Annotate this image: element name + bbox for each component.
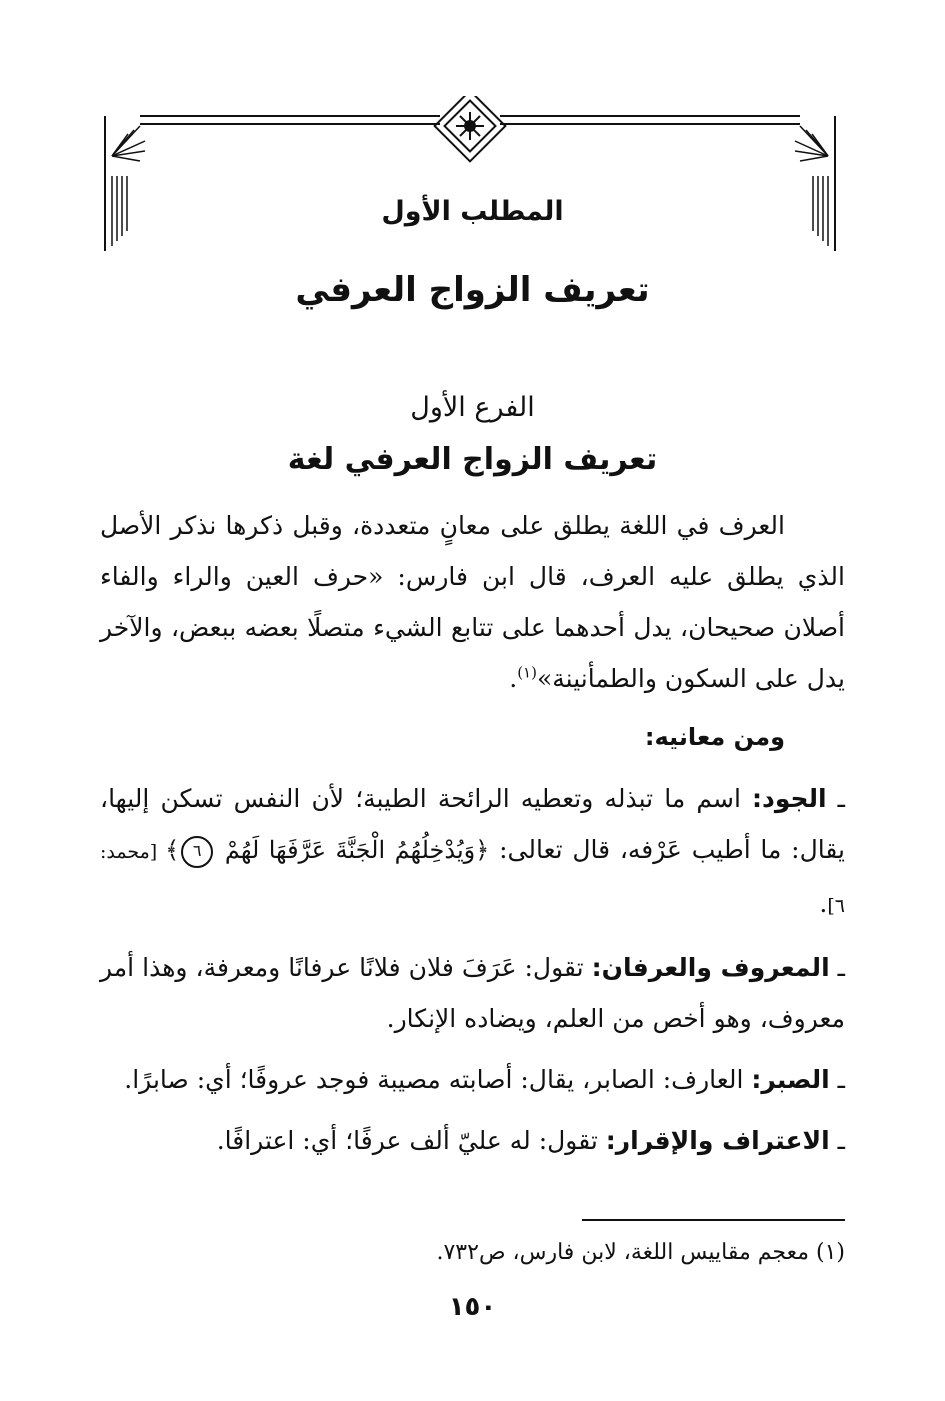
section-label: المطلب الأول [381,196,564,227]
item-term: الصبر: [751,1065,830,1094]
ayah-number-icon: ٦ [181,836,213,868]
meaning-item-acknowledgement [100,1115,845,1166]
quran-verse: ﴿وَيُدْخِلُهُمُ الْجَنَّةَ عَرَّفَهَا لَهُمْ [224,836,490,864]
intro-text: العرف في اللغة يطلق على معانٍ متعددة، وقبل ذكرها نذكر الأصل الذي يطلق عليه العرف، قال ابن فارس: «حرف العين والراء والفاء أصلان صحيحان، يدل أحدهما على تتابع الشيء متصلًا بعضه ببعض، والآخر يدل على السكون والطمأنينة» [100,511,845,693]
meanings-heading: ومن معانيه: [644,723,785,751]
star-ornament-icon [435,96,506,161]
ornament-svg [100,96,840,256]
item-dash: ـ [829,953,845,982]
meaning-item-knowledge [100,942,845,1044]
quran-citation: [محمد: ٦] [100,841,845,917]
page-number: ١٥٠ [448,1292,497,1322]
header-ornament-frame [100,96,840,256]
item-text: اسم ما تبذله وتعطيه الرائحة الطيبة؛ لأن النفس تسكن إليها، يقال: ما أطيب عَرْفه، قال تعالى: [100,784,845,864]
meaning-item-patience [100,1054,845,1105]
subsection-label: الفرع الأول [410,392,535,423]
footnote-ref: (١) [517,663,537,682]
item-term: المعروف والعرفان: [591,953,830,982]
item-text: تقول: له عليّ ألف عرفًا؛ أي: اعترافًا. [216,1126,606,1155]
subsection-title: تعريف الزواج العرفي لغة [287,442,658,477]
item-term: الاعتراف والإقرار: [605,1126,830,1155]
item-text: العارف: الصابر، يقال: أصابته مصيبة فوجد عروفًا؛ أي: صابرًا. [124,1065,752,1094]
item-dash: ـ [829,1126,845,1155]
footnote-divider [582,1219,845,1221]
quran-close: ﴾ [165,836,180,864]
main-title: تعريف الزواج العرفي [295,270,650,310]
item-dash: ـ [826,784,845,813]
item-dash: ـ [829,1065,845,1094]
intro-paragraph [100,500,845,704]
footnote: (١) معجم مقاييس اللغة، لابن فارس، ص٧٣٢. [436,1240,845,1265]
body-text [100,500,845,1166]
item-end: . [819,889,828,918]
item-text: تقول: عَرَفَ فلان فلانًا عرفانًا ومعرفة، وهذا أمر معروف، وهو أخص من العلم، ويضاده الإنكار. [100,953,845,1033]
meaning-item-generosity [100,773,845,932]
item-term: الجود: [752,784,827,813]
intro-end: . [509,664,518,693]
